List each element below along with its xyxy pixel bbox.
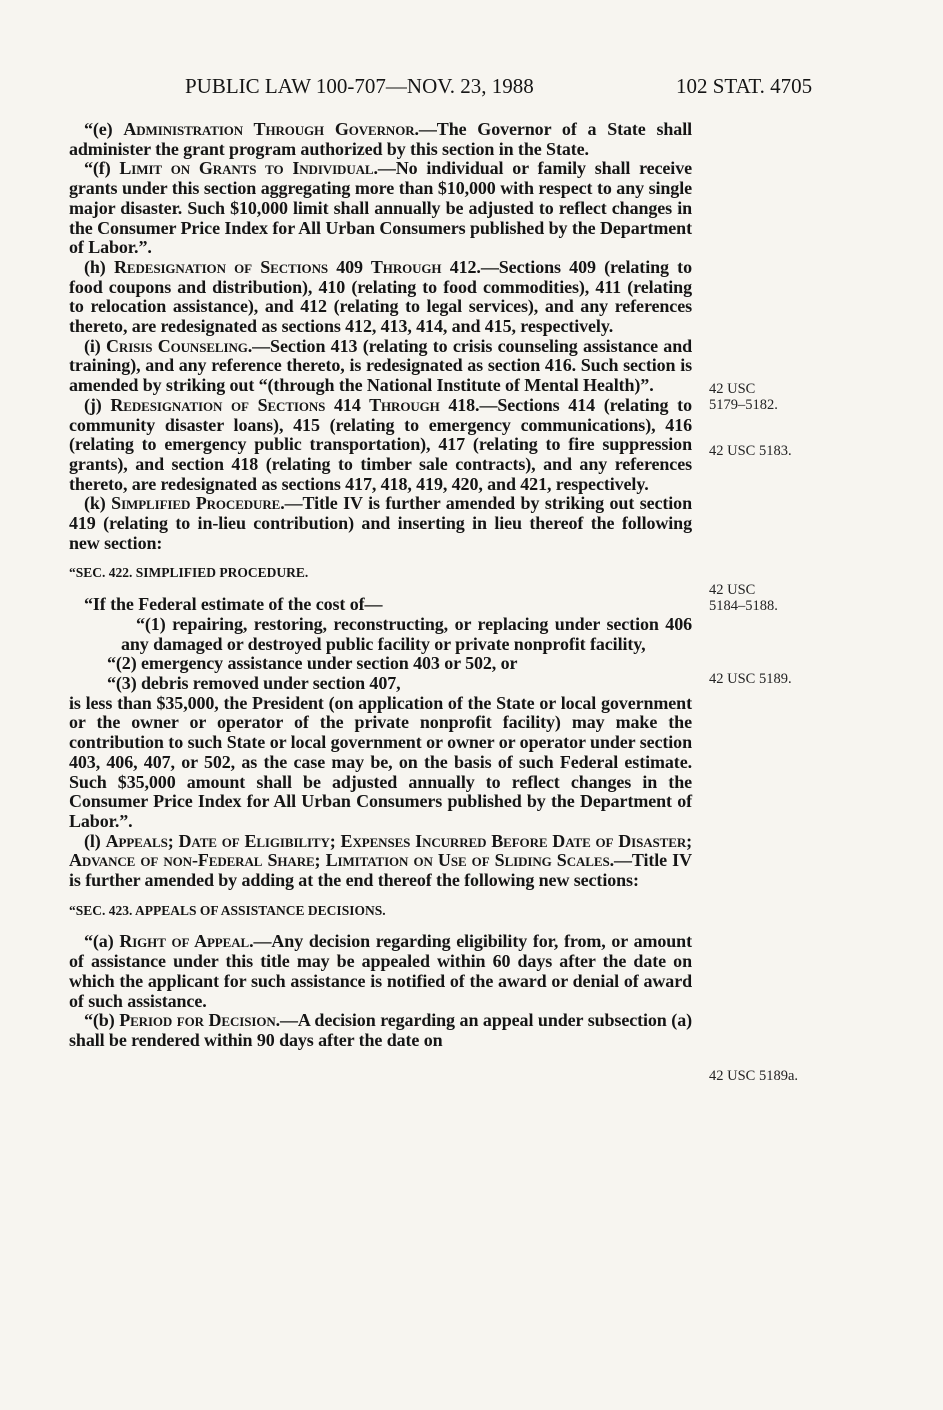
paragraph-heading: Redesignation of Sections 414 Through 418.: [110, 394, 480, 415]
paragraph-e: “(e) Administration Through Governor.—The Governor of a State shall administer the grant program authorized by this section in the State.: [69, 119, 692, 159]
section-423-b: “(b) Period for Decision.—A decision regarding an appeal under subsection (a) shall be rendered within 90 days after the date on: [69, 1010, 692, 1050]
section-422-item-1: “(1) repairing, restoring, reconstructing, or replacing under section 406 any damaged or destroyed public facility or private nonprofit facility,: [121, 613, 692, 654]
paragraph-i: (i) Crisis Counseling.—Section 413 (relating to crisis counseling assistance and training), and any reference thereto, is redesignated as section 416. Such section is amended by striking out “(through the National Institute of Mental Health)”.: [69, 335, 693, 396]
section-423-a: “(a) Right of Appeal.—Any decision regarding eligibility for, from, or amount of assistance under this title may be appealed within 60 days after the date on which the applicant for such assistance is notified of the award or denial of award of such assistance.: [69, 931, 692, 1011]
paragraph-l: (l) Appeals; Date of Eligibility; Expenses Incurred Before Date of Disaster; Advance of non-Federal Share; Limitation on Use of Sliding Scales.—Title IV is further amended by adding at the end thereof the following new sections:: [69, 830, 693, 891]
law-text-body: [69, 120, 692, 1051]
paragraph-heading: Appeals; Date of Eligibility; Expenses Incurred Before Date of Disaster; Advance of non-Federal Share; Limitation on Use of Sliding Scales.: [69, 830, 693, 871]
page-citation: 102 STAT. 4705: [676, 74, 813, 98]
paragraph-heading: Right of Appeal.: [119, 931, 254, 952]
section-422-item-3: “(3) debris removed under section 407,: [107, 672, 401, 693]
margin-citation: 42 USC 5189.: [709, 671, 792, 687]
section-422-item-2: “(2) emergency assistance under section 403 or 502, or: [107, 653, 518, 674]
page-header: [0, 74, 943, 104]
section-423-heading: “SEC. 423. APPEALS OF ASSISTANCE DECISIONS.: [69, 902, 386, 918]
paragraph-h: (h) Redesignation of Sections 409 Through 412.—Sections 409 (relating to food coupons and distribution), 410 (relating to food commodities), 411 (relating to relocation assistance), and 412 (relating to legal services), and any references thereto, are redesignated as sections 412, 413, 414, and 415, respectively.: [69, 256, 692, 337]
paragraph-heading: Limit on Grants to Individual.: [119, 158, 378, 179]
margin-citation: 42 USC 5189a.: [709, 1068, 799, 1084]
paragraph-j: (j) Redesignation of Sections 414 Through 418.—Sections 414 (relating to community disaster loans), 415 (relating to emergency communications), 416 (relating to emergency public transportation), 417 (relating to fire suppression grants), and section 418 (relating to timber sale contracts), and any references thereto, are redesignated as sections 417, 418, 419, 420, and 421, respectively.: [69, 394, 692, 494]
paragraph-heading: Simplified Procedure.: [111, 493, 285, 514]
running-head-title: PUBLIC LAW 100-707—NOV. 23, 1988: [185, 74, 534, 98]
section-422-intro: “If the Federal estimate of the cost of—: [84, 594, 383, 615]
paragraph-k: (k) Simplified Procedure.—Title IV is further amended by striking out section 419 (relating to in-lieu contribution) and inserting in lieu thereof the following new section:: [69, 493, 692, 553]
margin-citation: 42 USC 5184–5188.: [709, 582, 778, 614]
section-422-body: is less than $35,000, the President (on application of the State or local government or the owner or operator of the private nonprofit facility) may make the contribution to such State or local government or owner or operator under section 403, 406, 407, or 502, as the case may be, on the basis of such Federal estimate. Such $35,000 amount shall be adjusted annually to reflect changes in the Consumer Price Index for All Urban Consumers published by the Department of Labor.”.: [69, 692, 692, 831]
margin-citation: 42 USC 5183.: [709, 443, 792, 459]
paragraph-heading: Crisis Counseling.: [106, 335, 253, 356]
margin-citation: 42 USC 5179–5182.: [709, 381, 778, 413]
paragraph-heading: Redesignation of Sections 409 Through 412.: [113, 256, 481, 277]
paragraph-heading: Administration Through Governor.: [123, 119, 419, 139]
paragraph-f: “(f) Limit on Grants to Individual.—No individual or family shall receive grants under this section aggregating more than $10,000 with respect to any single major disaster. Such $10,000 limit shall annually be adjusted to reflect changes in the Consumer Price Index for All Urban Consumers published by the Department of Labor.”.: [69, 158, 692, 258]
paragraph-heading: Period for Decision.: [119, 1010, 281, 1031]
section-422-heading: “SEC. 422. SIMPLIFIED PROCEDURE.: [69, 565, 309, 581]
